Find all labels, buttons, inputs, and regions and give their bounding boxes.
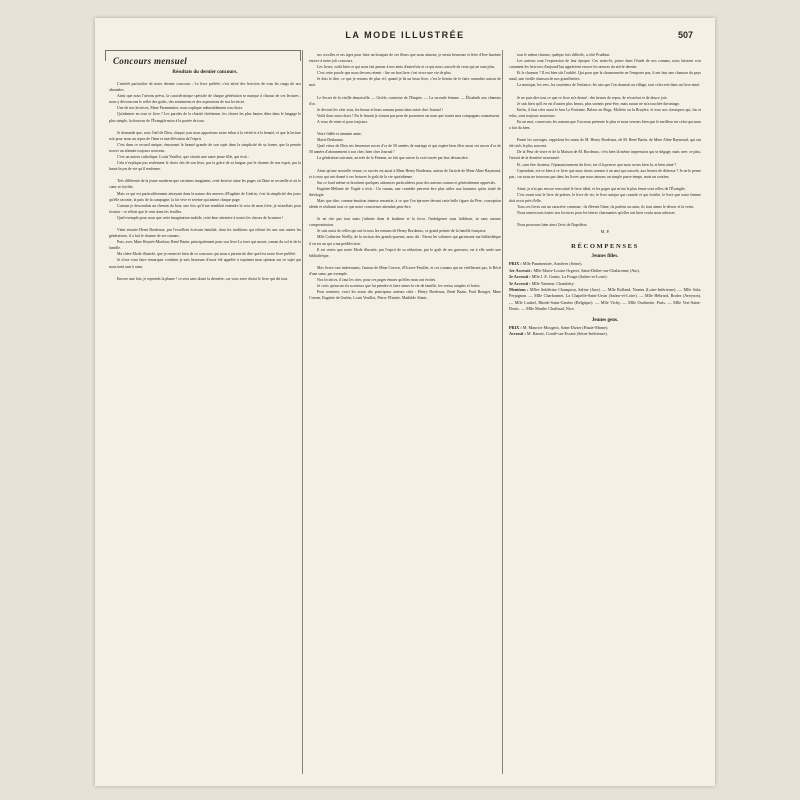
page-number: 507 <box>677 30 693 40</box>
left-paragraphs <box>109 81 301 282</box>
paragraph: Il est certes que notre Mode illustrée, par l'esprit de sa rédaction, par le goût de ses gravures, est à elle seule une bibliothèque. <box>309 247 501 258</box>
paragraph: Ainsi qu'une nouvelle venue, ce succès est aussi à Mme Henry Bordeaux, auteur de l'article de Mme Aline Raymond, et à ceux qui ont donné à ces lectures le goût de la vie quotidienne. <box>309 168 501 179</box>
newspaper-page <box>95 18 715 786</box>
paragraph: Encore une fois, je reprends la plume ! ce sera sans doute la dernière, car vous avez choisi le livre qui dit tout. <box>117 276 289 281</box>
paragraph: Et le chanson ? Il est bien sûr l'oublié. Qui pour que la chansonnette ne l'emporte pas, il me faut une chanson du pays natal, une vieille chanson de nos grand'mères. <box>509 71 701 82</box>
left-column <box>109 52 301 772</box>
paragraph: Mais que dire, comme émotion intense ressentie, à ce que l'on éprouve devant cette belle figure du Père, conception idéale et réalisant tout ce que notre conscience attendait peut-être. <box>309 198 501 210</box>
paragraph: Eugénie-Mélanie de Vogüé a écrit : Un roman, une comédie peuvent être plus utiles aux hommes qu'un traité de théologie. <box>309 186 501 197</box>
section-subtitle: Résultats du dernier concours. <box>172 70 238 75</box>
middle-paragraphs <box>309 52 501 307</box>
paragraph: Les livres, voilà bien ce qui nous fait penser à nos amis d'autrefois et ce qui nous console de ceux qui ne sont plus. <box>317 65 496 70</box>
prize-entry <box>509 331 701 337</box>
paragraph: Le Secret de la vieille demoiselle. — Gisèle, comtesse de l'Empire. — La seconde femme. — Élisabeth aux chemins d'or. <box>309 95 501 106</box>
paragraph: Quel exemple pour nous que cette imagination mobile, cette âme attentive à toutes les choses de la nature ! <box>117 215 284 220</box>
paragraph: Je crois qu'aucun n'a su mieux que lui peindre et faire aimer la vie de famille, les vertus simples et fortes. <box>317 284 481 289</box>
page-header <box>95 30 715 46</box>
paragraph: Je dois le dire, ce que je ressens de plus vif, quand je lis un beau livre, c'est le besoin de le faire connaître autour de moi. <box>309 77 501 88</box>
paragraph: Ma chère Mode illustrée, que je remercie bien de ce concours qui nous a permis de dire quel est notre livre préféré. <box>117 252 297 257</box>
paragraph: tout le même charme, quelque fois difficile, a côté Prudhon. <box>517 53 611 57</box>
paragraph: Comme je descendais un chemin du bois, une fois qu'il me semblait entendre la voix de mon frère, je m'arrêtais pour écouter : ce n'était que le vent dans les feuilles. <box>109 203 301 214</box>
paragraph: ses corolles et ses tiges pour faire un bouquet de ces fleurs que nous aimons, je serais heureuse et fière d'être lauréate encore à notre joli concours. <box>309 53 501 64</box>
prize-label: PRIX : <box>509 261 523 267</box>
paragraph: Et, sans être douteux, l'épanouissement du livre, est-il la preuve que nous avons bien lu, et bien aimé ? <box>517 162 677 167</box>
rewards-title: RÉCOMPENSES <box>571 243 639 251</box>
section-title: Concours mensuel <box>113 56 188 66</box>
column-divider <box>502 50 503 774</box>
paragraph: L'intérêt particulier de notre dernier concours : Le livre préféré, c'est attiré des lectrices de tous les rangs de nos abonnées. <box>109 82 301 93</box>
paragraph: Puis, avec Mme Reynès-Monlaur, René Bazin, principalement pour son livre La terre qui meurt, roman du sol et de la famille. <box>109 240 301 251</box>
paragraph: Les auteurs sont l'expression de leur époque. Ces notes-là, prises dans l'étude de nos romans, nous laissent voir comment les lectrices d'aujourd'hui apprécient encore les œuvres du siècle dernier. <box>509 59 701 70</box>
paragraph: Nos lectrices, il faut les citer, pour ces pages émues qu'elles nous ont écrites. <box>317 278 437 282</box>
paragraph: Je ne puis dire tout ce que ce livre m'a donné : des heures de repos, de réconfort et de douce joie. <box>517 95 668 100</box>
paragraph: En un mot, concevons les romans que l'on nous présente le plus et nous verrons bien que le meilleur est celui qui nous a fait du bien. <box>509 119 701 131</box>
prize-label: Mentions : <box>509 286 530 292</box>
paragraph: Une de nos lectrices, Mme Paramentier, nous explique admirablement son choix. <box>117 106 244 111</box>
paragraph: Votre fidèle et aimante amie, <box>317 132 362 137</box>
prize-text: Mlle J. E. Gonin, La Fouge (Saône-et-Loire). <box>531 274 608 280</box>
paragraph: Tous ces livres ont un caractère commun : ils élèvent l'âme, ils parlent au cœur, ils font aimer le devoir et la vertu. <box>517 205 695 210</box>
paragraph: Pour terminer, voici les noms des principaux auteurs cités : Henry Bordeaux, René Bazin, Paul Bourget, Mme Craven, Eugénie de Guérin, Louis Veuillot, Pierre l'Ermite, Mathilde Alanic. <box>309 290 501 301</box>
paragraph: Cela n'explique pas seulement le choix fait de son livre, par la grâce de sa langue, par le charme de son esprit, par la haute leçon de vie qu'il renferme. <box>109 161 301 172</box>
paragraph: Parmi les ouvrages, rappelons les noms de M. Henry Bordeaux, de M. René Bazin, de Mme Aline Raymond, qui ont été cités le plus souvent. <box>509 138 701 149</box>
paragraph: Je suis aussi de celles qui ont lu tous les romans de Henry Bordeaux, ce grand peintre de la famille française. <box>317 229 487 234</box>
signature: M. P. <box>600 229 610 235</box>
middle-column <box>309 52 501 772</box>
paragraph: Vient ensuite Henri Bordeaux, par l'excellent écrivain familial, dont les traditions qui relient les uns aux autres les générations, il a fait le charme de ses romans. <box>109 227 301 239</box>
paragraph: Enfin, il faut citer aussi le bon La Fontaine, Balzac en Bugs, Molière ou la Bruyère, et tous nos classiques qui, lus et relus, sont toujours nouveaux. <box>509 107 701 118</box>
right-column <box>509 52 701 772</box>
prize-text: M. Maurice Mougeot, Saint-Dizier (Haute-Marne). <box>522 324 609 330</box>
paragraph: Ainsi que nous l'avions prévu, la caractéristique spéciale de chaque génération se marque à chacun de ces lectures ; nous y découvrons le reflet des goûts, des sentiments et des aspirations de nos lectrices. <box>109 94 301 105</box>
paragraph: C'est un auteur catholique, Louis Veuillot, que choisit une autre jeune fille, qui écrit : <box>117 155 250 160</box>
prize-label: Accessit : <box>509 331 527 336</box>
prize-entry <box>509 287 701 313</box>
paragraph: Mais ce qui est particulièrement attrayant dans la nature des œuvres d'Eugénie de Guérin, c'est la simplicité des jours qu'elle raconte, la paix de la campagne, la foi vive et sereine qui anime chaque page. <box>109 191 301 202</box>
paragraph: Marie Desbonne. <box>317 138 344 143</box>
prize-label: 1er Accessit : <box>509 267 534 273</box>
paragraph-gap <box>309 301 501 307</box>
paragraph: Quel vieux de Dieu ses heureuses noces d'or de 50 années de mariage et qui espère bien fêter aussi ses noces d'or de 50 années d'abonnement à son cher, bien cher Journal ! <box>309 144 501 155</box>
paragraph: Je demande que, sous l'œil de Dieu, chaque jour nous apportions notre tribut à la vérité et à la beauté, et que la lecture soit pour nous un repos de l'âme et une élévation de l'esprit. <box>109 130 301 141</box>
paragraph: Je devrais les citer tous, les beaux et bons romans parus dans notre cher Journal ! <box>317 107 443 112</box>
prize-text: Mlles Soldérine Champion, Saline (Jura). — Mlle Rolland, Nantes (Loire-Inférieure). — Mlle Sala, Perpignan. — Mlle Charbonnet, La Chapelle-Saint-Ursin (Saône-et-Loire). — Mlle Hébrard, Rodez (Aveyron). — Mlle Laubel, Rhode-Saint-Genèse (Belgique). — Mlle Vichy. — Mlle Oudinette, Paris. — Mlle Vert-Saint-Denis. — Mlle Marthe Chaffaud, Nice. <box>509 286 701 312</box>
prize-list-boys <box>509 325 701 338</box>
prize-label: PRIX : <box>509 324 523 330</box>
paragraph: Je sais bien qu'il en est d'autres plus beaux, plus savants peut-être, mais aucun ne m'a touchée davantage. <box>517 101 681 106</box>
rewards-group-boys: Jeunes gens. <box>591 317 619 323</box>
paragraph: Qu'admirer en tout ce livre ? Les paroles de la charité chrétienne, les choses les plus hautes dites dans le langage le plus simple, la douceur de l'Évangile mise à la portée de tous. <box>109 112 301 123</box>
paragraph: La génération suivante, arrivée de la Femme, ne fait que suivre la voie tracée par leur devancière. <box>317 156 469 161</box>
prize-text: Mlle Paramentier, Asnières (Seine). <box>522 261 583 267</box>
paragraph: Nous prouvons bien ainsi l'avis de Napoléon. <box>517 223 588 228</box>
prize-list-girls <box>509 261 701 312</box>
paragraph: Sur ce fond même se brochent quelques attirances particulières pour des auteurs connus et généralement appréciés. <box>317 180 496 185</box>
paragraph: Je n'ose vous faire remarquer combien je suis heureuse d'avoir été appelée à exprimer mon opinion sur ce sujet qui nous tient tant à cœur. <box>109 258 301 269</box>
right-paragraphs <box>509 52 701 228</box>
paragraph: Nous remercions toutes nos lectrices pour les lettres charmantes qu'elles ont bien voulu nous adresser. <box>517 211 676 216</box>
paragraph: Très différente de la jeune moderne que certaines imaginent, cette lectrice aime les pages où l'âme se recueille et où le cœur se fortifie. <box>109 179 301 190</box>
paragraph: C'est cette parole que nous devons retenir : lire un bon livre c'est vivre une vie de plus. <box>317 71 452 76</box>
paragraph: Mes livres tout intéressants, l'auteur de Mme Craven, d'Octave Feuillet, et ces romans qui ne vieillissent pas, le Récit d'une sœur, par exemple. <box>309 265 501 276</box>
paragraph: A vous de venir et pour toujours. <box>317 119 369 124</box>
paragraph: Cependant, est-ce bien à ce livre que nous irions comme à un ami qui console, aux heures de détresse ? Je ne le pense pas ; car nous ne trouvons pas dans les livres que nous aimons un simple passe-temps, mais un soutien. <box>509 168 701 179</box>
journal-title: LA MODE ILLUSTRÉE <box>345 30 465 40</box>
prize-text: Mlle Varenne, Chambéry. <box>531 280 575 286</box>
prize-text: Mlle Marie-Louise Orgeret, Saint-Didier-sur-Chalaronne (Ain). <box>533 267 640 273</box>
paragraph: C'est avant tout le livre de prières, le livre de vie, le livre unique qui console et qui fortifie, le livre que toute femme doit avoir près d'elle. <box>509 192 701 203</box>
paragraph: De la Peur de vivre et de la Maison de M. Bordeaux, c'est bien là même impression qui se dégage, mais avec ce plus, l'attrait de la dernière nouveauté. <box>509 150 701 161</box>
paragraph: Je ne cite pas tout mais j'admire dans le bonheur et la force, l'indulgence sans faiblesse, ni sans aucune compromission. <box>309 217 501 228</box>
paragraph: Voilà donc mon choix ! En le faisant je n'aurai pas peur de prononcer un nom que toutes mes compagnes connaissent. <box>317 113 500 118</box>
paragraph: Ainsi, je n'ai pas encore rencontré le livre idéal, et les pages qui m'ont le plus émue sont celles de l'Évangile. <box>517 186 686 191</box>
column-divider <box>302 50 303 774</box>
paragraph: C'est dans ce recueil unique, émouvant le beauté grande de son sujet dans la simplicité de sa forme, que la pensée trouve un aliment toujours nouveau. <box>109 142 301 153</box>
prize-label: 2e Accessit : <box>509 274 532 280</box>
paragraph: Mlle Catherine Noëlly, de la section des grands-parents, nous dit : Parmi les volumes qui garnissent ma bibliothèque il en est un qui a ma prédilection. <box>309 235 501 246</box>
rewards-group-girls: Jeunes filles. <box>591 254 619 260</box>
prize-text: M. Ramet, Condé-sur-Escaut (Seine-Inférieure). <box>526 331 608 336</box>
prize-label: 3e Accessit : <box>509 280 532 286</box>
paragraph: La musique, les vers, les souvenirs de l'enfance, les airs que l'on chantait au village, tout cela revit dans un livre aimé. <box>517 83 701 88</box>
